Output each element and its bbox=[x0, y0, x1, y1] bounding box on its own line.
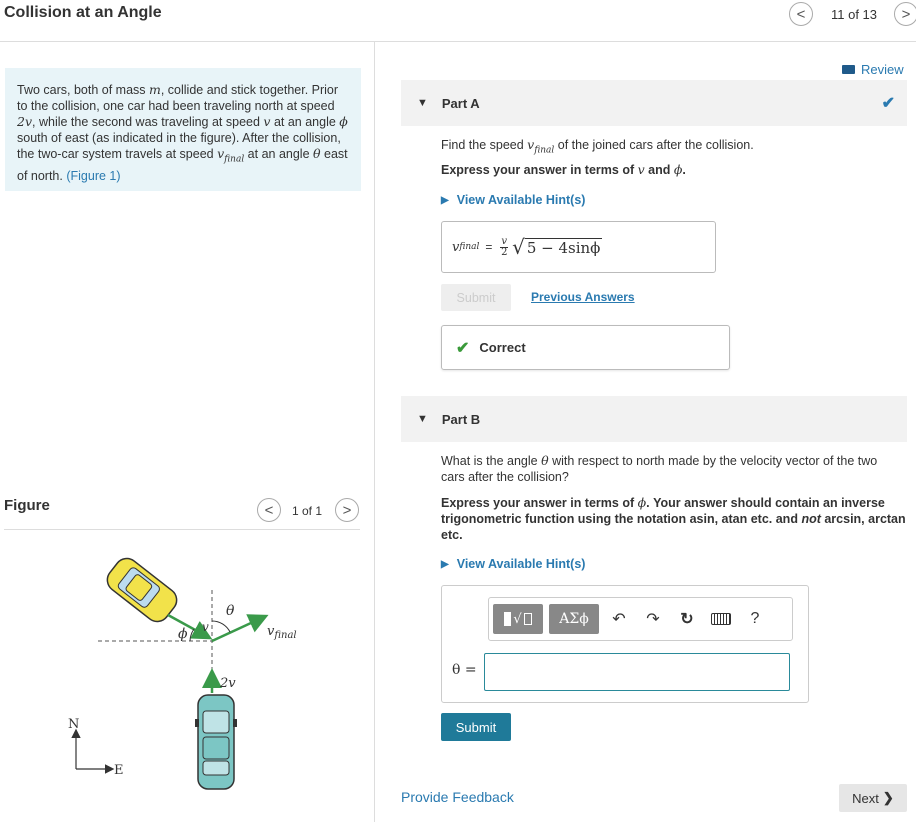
part-a-hint-toggle[interactable]: ▶ View Available Hint(s) bbox=[441, 193, 586, 207]
sqrt-icon: √ bbox=[513, 611, 522, 627]
template-box-icon bbox=[524, 613, 532, 625]
part-b-question: What is the angle θ with respect to north made by the velocity vector of the two cars after the collision? bbox=[441, 453, 878, 484]
vfinal-label: $v_{final}$ bbox=[267, 624, 297, 641]
reset-icon[interactable]: ↻ bbox=[680, 611, 694, 628]
redo-icon[interactable]: ↷ bbox=[646, 611, 660, 628]
figure-prev-button[interactable] bbox=[257, 498, 281, 522]
part-b-instructions: Express your answer in terms of ϕ. Your answer should contain an inverse trigonometric function using the notation asin, atan etc. and not arcsin, arctan etc. bbox=[441, 495, 906, 542]
east-label: E bbox=[114, 763, 124, 778]
chevron-left-icon: < bbox=[796, 5, 806, 23]
book-icon bbox=[842, 65, 855, 74]
v-variable: v bbox=[263, 114, 271, 129]
theta-answer-input[interactable] bbox=[484, 653, 790, 691]
sqrt-symbol: √ bbox=[512, 235, 525, 259]
vfinal-variable: $v_{final}$ bbox=[217, 146, 245, 165]
page-title: Collision at an Angle bbox=[4, 4, 162, 21]
chevron-right-icon: > bbox=[342, 501, 352, 519]
two-v-variable: 2v bbox=[17, 114, 33, 129]
help-icon[interactable]: ? bbox=[750, 610, 760, 627]
theta-label: θ bbox=[226, 603, 235, 619]
item-counter: 11 of 13 bbox=[831, 7, 878, 22]
review-link[interactable]: Review bbox=[842, 62, 904, 77]
part-b-header[interactable]: ▼ Part B bbox=[401, 396, 907, 442]
caret-down-icon: ▼ bbox=[417, 413, 428, 425]
problem-statement: Two cars, both of mass m, collide and stick together. Prior to the collision, one car had been traveling north at speed 2v, while the second was traveling at speed v at an angle ϕ south of east (as indicated in the figure). After the collision, the two-car system travels at speed $v_{final}$ at an angle θ east of north. (Figure 1) bbox=[5, 68, 361, 191]
math-toolbar bbox=[488, 597, 793, 641]
column-divider bbox=[374, 42, 375, 822]
collision-figure bbox=[50, 545, 330, 795]
chevron-right-icon: ❯ bbox=[882, 790, 894, 805]
provide-feedback-link[interactable]: Provide Feedback bbox=[401, 789, 514, 805]
mass-variable: m bbox=[149, 82, 161, 97]
phi-arc bbox=[190, 629, 194, 641]
check-icon: ✔ bbox=[456, 339, 470, 357]
teal-car bbox=[195, 695, 237, 789]
chevron-right-icon: > bbox=[901, 5, 911, 23]
part-b-hint-toggle[interactable]: ▶ View Available Hint(s) bbox=[441, 557, 586, 571]
templates-button[interactable] bbox=[493, 604, 543, 634]
caret-right-icon: ▶ bbox=[441, 558, 449, 570]
figure-divider bbox=[4, 529, 360, 530]
part-a-question: Find the speed $v_{final}$ of the joined cars after the collision. bbox=[441, 137, 754, 156]
next-button[interactable]: Next ❯ bbox=[839, 784, 907, 812]
phi-label: ϕ bbox=[178, 626, 188, 642]
part-a-submit-button[interactable]: Submit bbox=[441, 284, 511, 311]
phi-variable: ϕ bbox=[339, 114, 348, 129]
chevron-left-icon: < bbox=[264, 501, 274, 519]
theta-arc bbox=[212, 621, 230, 632]
theta-input-label: θ = bbox=[452, 662, 477, 678]
part-a-answer-display: v final = $\frac{v}{2}$ √ 5 − 4sinϕ bbox=[441, 221, 716, 273]
previous-item-button[interactable] bbox=[789, 2, 813, 26]
check-icon: ✔ bbox=[881, 95, 895, 112]
header-divider bbox=[0, 41, 916, 42]
template-box-icon bbox=[504, 612, 511, 626]
correct-feedback: ✔ Correct bbox=[441, 325, 730, 370]
caret-down-icon: ▼ bbox=[417, 97, 428, 109]
theta-variable: θ bbox=[313, 146, 321, 161]
figure-link[interactable]: (Figure 1) bbox=[66, 168, 121, 183]
north-label: N bbox=[68, 717, 80, 732]
part-b-submit-button[interactable]: Submit bbox=[441, 713, 511, 741]
v-label: v bbox=[202, 620, 209, 634]
vfinal-arrow bbox=[212, 617, 264, 641]
fraction: $\frac{v}{2}$ bbox=[501, 235, 508, 258]
undo-icon[interactable]: ↶ bbox=[612, 611, 626, 628]
greek-symbols-button[interactable]: ΑΣϕ bbox=[549, 604, 599, 634]
caret-right-icon: ▶ bbox=[441, 194, 449, 206]
part-a-instructions: Express your answer in terms of v and ϕ. bbox=[441, 162, 686, 177]
figure-next-button[interactable] bbox=[335, 498, 359, 522]
keyboard-icon[interactable] bbox=[707, 604, 735, 634]
figure-title: Figure bbox=[4, 497, 50, 514]
previous-answers-link[interactable]: Previous Answers bbox=[531, 290, 635, 304]
two-v-label: 2v bbox=[220, 676, 236, 691]
figure-counter: 1 of 1 bbox=[292, 504, 323, 518]
next-item-button[interactable] bbox=[894, 2, 916, 26]
part-a-header[interactable]: ▼ Part A ✔ bbox=[401, 80, 907, 126]
